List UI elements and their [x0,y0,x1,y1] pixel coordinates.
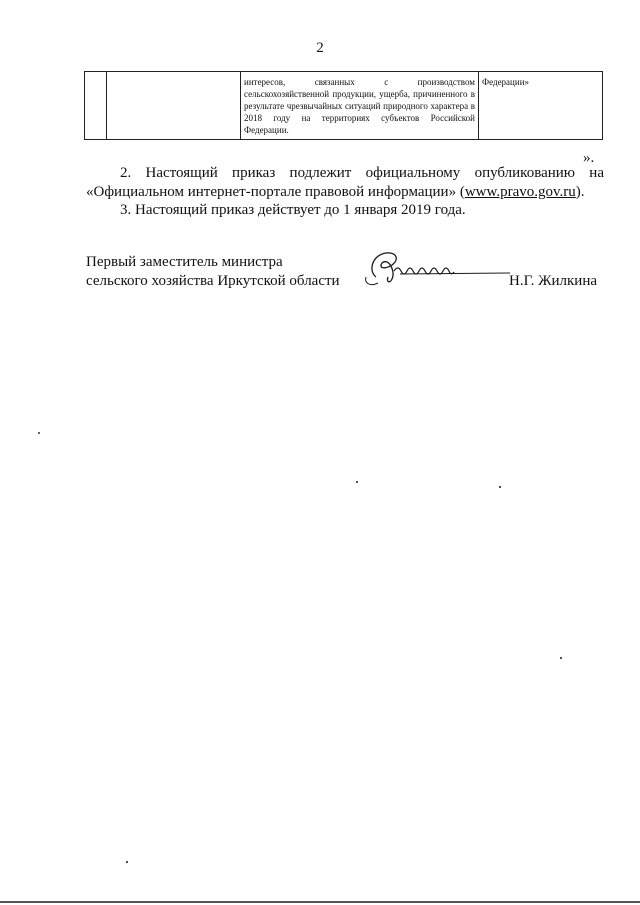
scan-speck [126,861,128,863]
signatory-title-line1: Первый заместитель министра [86,254,283,270]
paragraph-publication [86,164,604,202]
scan-speck [560,657,562,659]
paragraph-validity: 3. Настоящий приказ действует до 1 января 2019 года. [120,202,466,218]
table-cell-name [107,72,241,140]
scan-speck [356,481,358,483]
table-cell-number [85,72,107,140]
scan-edge [0,901,640,903]
table-cell-basis: Федерации» [479,72,603,140]
signatory-title [86,253,340,291]
table-cell-description: интересов, связанных с производством сельскохозяйственной продукции, ущерба, причиненного в результате чрезвычайных ситуаций природного характера в 2018 году на территориях субъектов Российской Федерации. [241,72,479,140]
page-number: 2 [316,40,324,56]
scan-speck [499,486,501,488]
signatory-title-line2: сельского хозяйства Иркутской области [86,273,340,289]
table-row [85,72,603,140]
scan-speck [38,432,40,434]
pravo-link[interactable]: www.pravo.gov.ru [464,184,576,200]
paragraph-publication-text: 2. Настоящий приказ подлежит официальному опубликованию на «Официальном интернет-портале правовой информации» ( [86,165,604,200]
signatory-name: Н.Г. Жилкина [509,273,598,289]
closing-quote: ». [583,150,595,166]
table-fragment [84,71,603,140]
handwritten-signature [362,247,512,287]
paragraph-publication-end: ). [575,184,585,200]
